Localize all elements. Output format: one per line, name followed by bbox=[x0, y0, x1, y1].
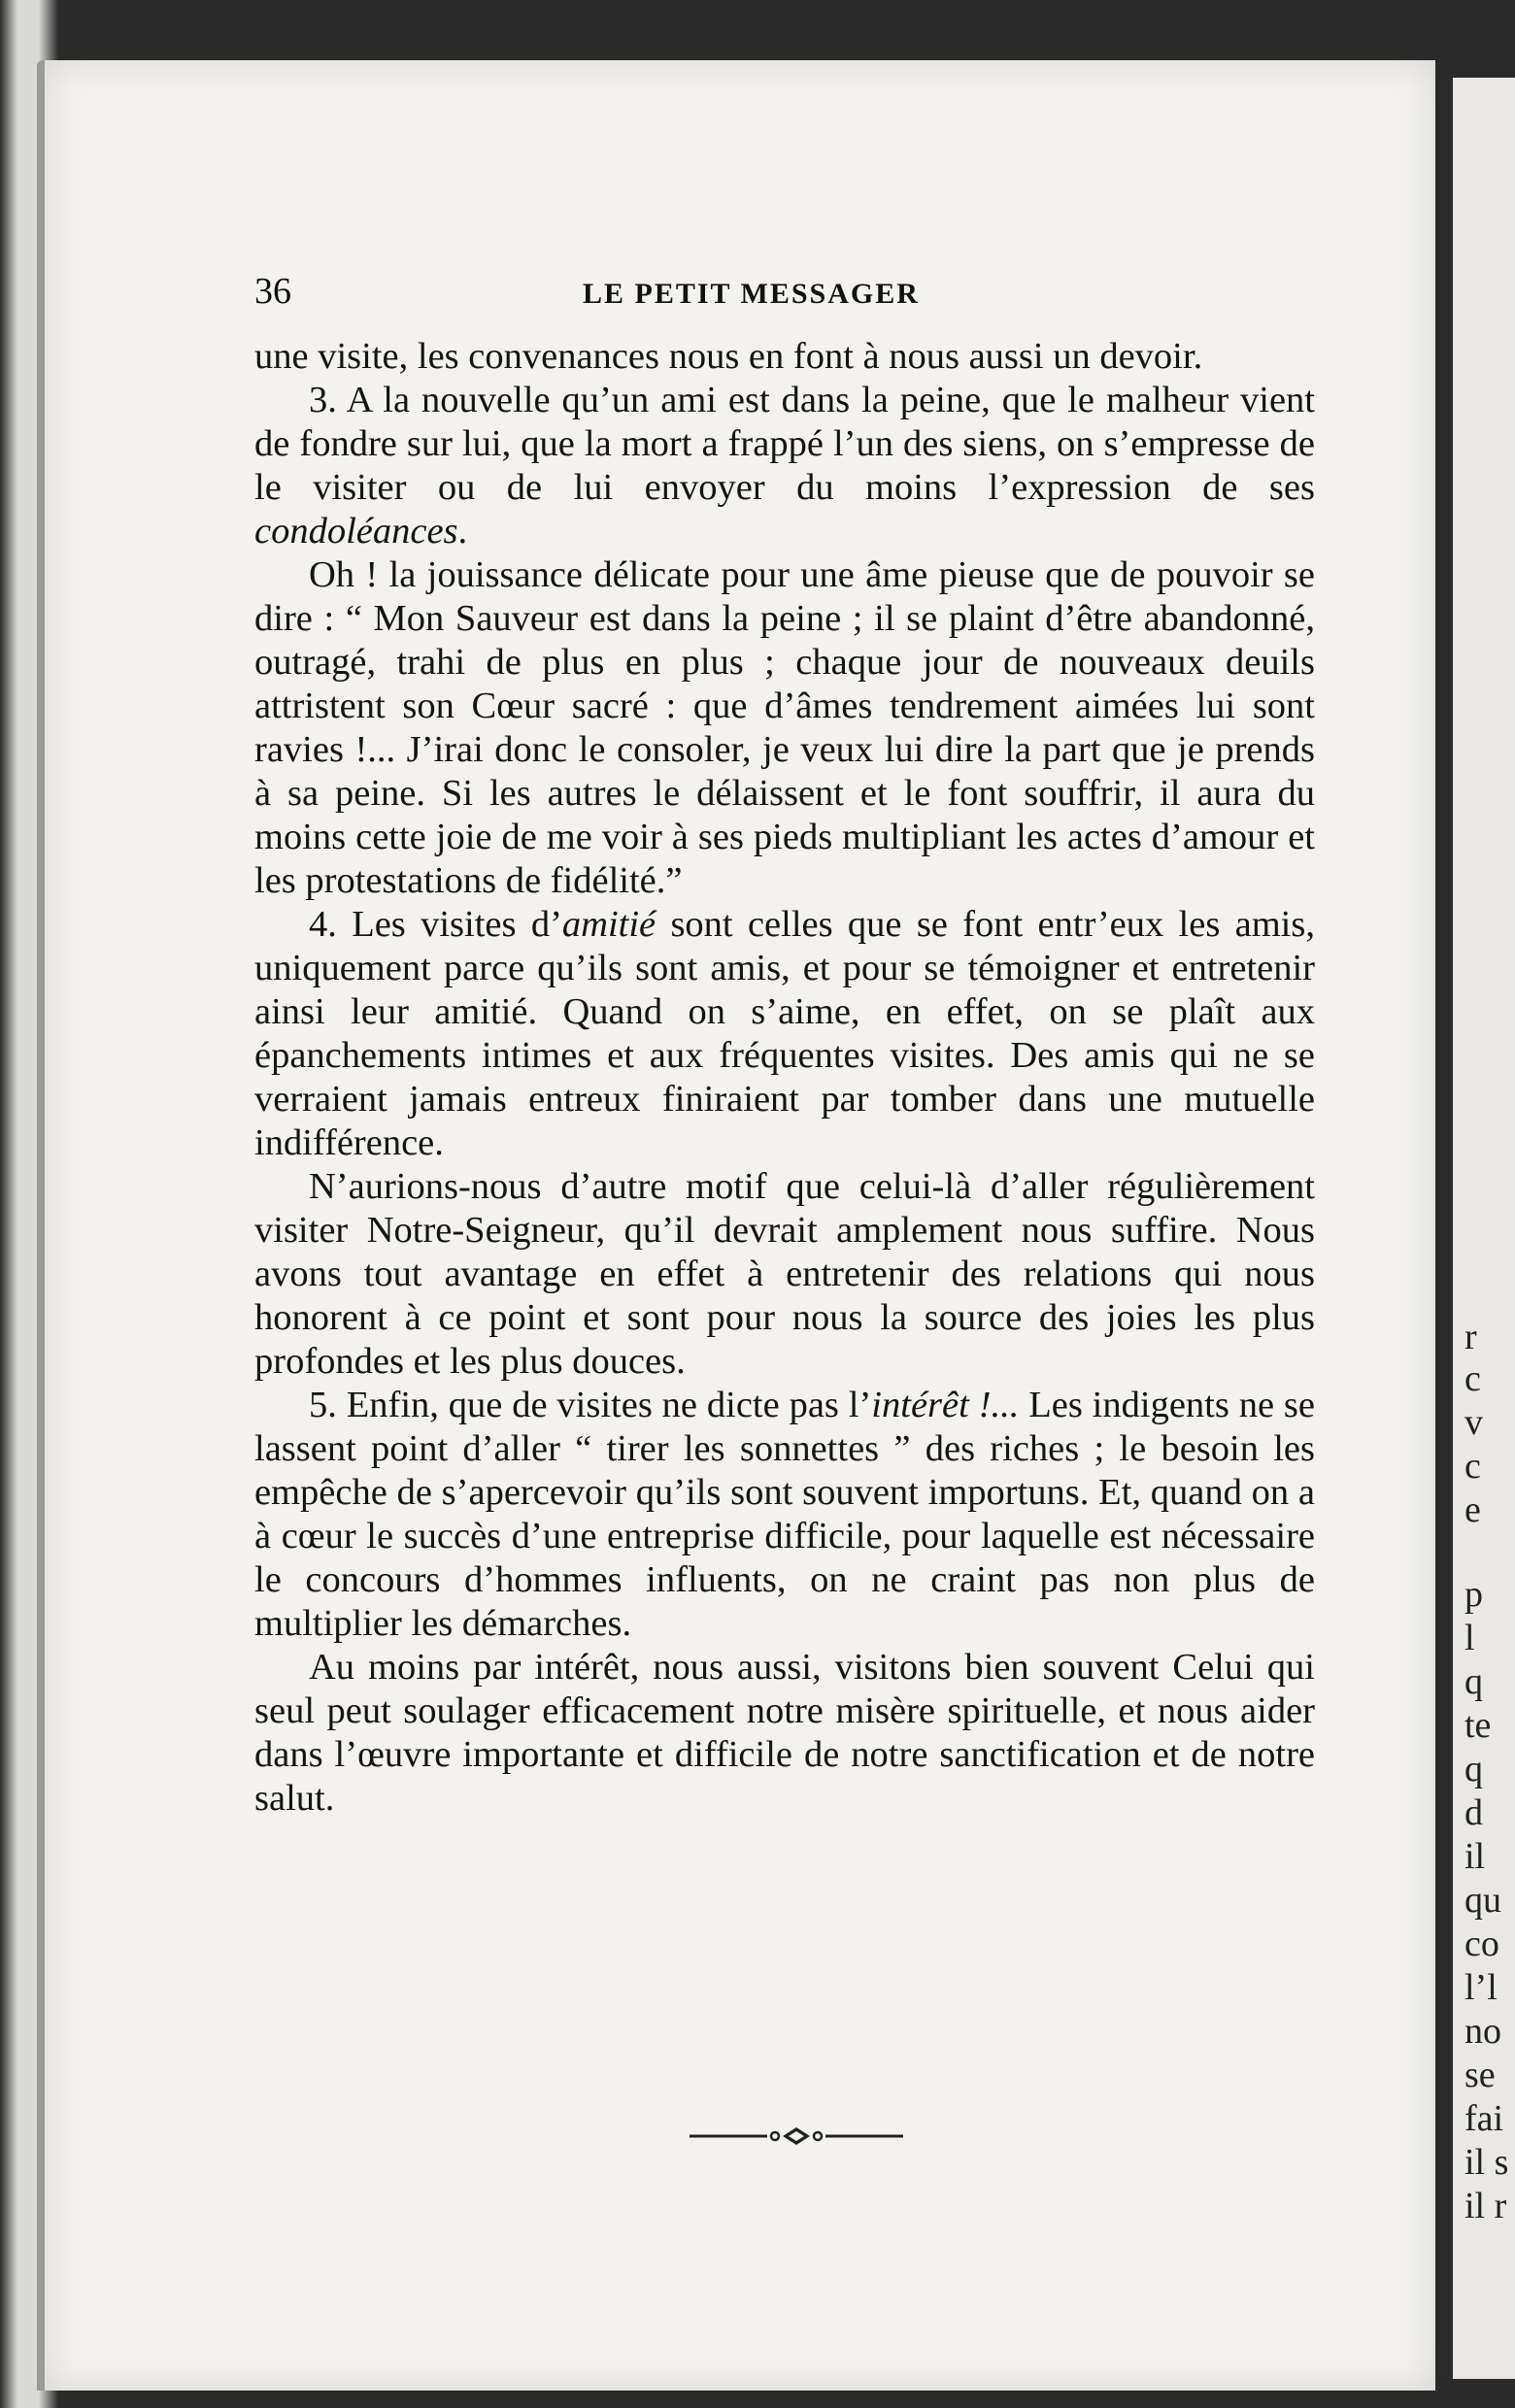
paragraph: Oh ! la jouissance délicate pour une âme pieuse que de pouvoir se dire : “ Mon Sauveur est dans la peine ; il se plaint d’être abandonné, outragé, trahi de plus en plus ; chaque jour de nouveaux deuils attristent son Cœur sacré : que d’âmes tendrement aimées lui sont ravies !... J’irai donc le consoler, je veux lui dire la part que je prends à sa peine. Si les autres le délaissent et le font souffrir, il aura du moins cette joie de me voir à ses pieds multipliant les actes d’amour et les protestations de fidélité.” bbox=[254, 554, 1315, 901]
next-page-fragment: q bbox=[1464, 1749, 1483, 1789]
next-page-fragment: v bbox=[1464, 1402, 1483, 1443]
next-page-fragment: l bbox=[1464, 1618, 1475, 1658]
paragraph: N’aurions-nous d’autre motif que celui-là d’aller régulièrement visiter Notre-Seigneur, qu’il devrait amplement nous suffire. Nous avons tout avantage en effet à entretenir des relations qui nous honorent à ce point et sont pour nous la source des joies les plus profondes et les plus douces. bbox=[254, 1166, 1315, 1382]
next-page-fragment: co bbox=[1464, 1923, 1499, 1964]
next-page-fragment: p bbox=[1464, 1574, 1483, 1615]
next-page-fragment: c bbox=[1464, 1446, 1481, 1487]
paragraph: Au moins par intérêt, nous aussi, visitons bien souvent Celui qui seul peut soulager efficacement notre misère spirituelle, et nous aider dans l’œuvre importante et difficile de notre sanctification et de notre salut. bbox=[254, 1647, 1315, 1819]
page-header bbox=[254, 270, 1323, 328]
paragraph: 3. A la nouvelle qu’un ami est dans la peine, que le malheur vient de fondre sur lui, que la mort a frappé l’un des siens, on s’empresse de le visiter ou de lui envoyer du moins l’expression de ses condoléances. bbox=[254, 380, 1315, 552]
next-page-fragment: d bbox=[1464, 1792, 1483, 1833]
emphasis: intérêt !... bbox=[871, 1385, 1020, 1425]
emphasis: amitié bbox=[561, 904, 656, 945]
paragraph: 5. Enfin, que de visites ne dicte pas l’intérêt !... Les indigents ne se lassent point d’aller “ tirer les sonnettes ” des riches ; le besoin les empêche de s’apercevoir qu’ils sont souvent importuns. Et, quand on a à cœur le succès d’une entreprise difficile, pour laquelle est nécessaire le concours d’hommes influents, on ne craint pas non plus de multiplier les démarches. bbox=[254, 1385, 1315, 1644]
next-page-fragment: l’l bbox=[1464, 1967, 1498, 2008]
next-page-fragment: te bbox=[1464, 1705, 1492, 1746]
next-page-fragment: il bbox=[1464, 1836, 1486, 1877]
emphasis: condoléances bbox=[254, 511, 458, 552]
next-page-fragment: e bbox=[1464, 1489, 1481, 1530]
paragraph: 4. Les visites d’amitié sont celles que se font entr’eux les amis, uniquement parce qu’ils sont amis, et pour se témoigner et entretenir ainsi leur amitié. Quand on s’aime, en effet, on se plaît aux épanchements intimes et aux fréquentes visites. Des amis qui ne se verraient jamais entreux finiraient par tomber dans une mutuelle indifférence. bbox=[254, 904, 1315, 1163]
next-page-fragment: q bbox=[1464, 1661, 1483, 1702]
paragraph: une visite, les convenances nous en font à nous aussi un devoir. bbox=[254, 336, 1203, 377]
adjacent-page-edge bbox=[1439, 78, 1515, 2379]
next-page-fragment: fai bbox=[1464, 2098, 1504, 2139]
body-text bbox=[254, 335, 1315, 1821]
page-number: 36 bbox=[254, 271, 291, 312]
next-page-fragment: se bbox=[1464, 2055, 1496, 2095]
next-page-fragment: il s bbox=[1464, 2142, 1509, 2183]
next-page-fragment: c bbox=[1464, 1358, 1481, 1399]
next-page-fragment: r bbox=[1464, 1317, 1477, 1357]
next-page-fragment: il r bbox=[1464, 2186, 1507, 2226]
running-title: LE PETIT MESSAGER bbox=[583, 278, 920, 310]
end-ornament-icon bbox=[690, 2122, 903, 2151]
next-page-fragment: no bbox=[1464, 2011, 1501, 2052]
next-page-fragment: qu bbox=[1464, 1880, 1501, 1921]
